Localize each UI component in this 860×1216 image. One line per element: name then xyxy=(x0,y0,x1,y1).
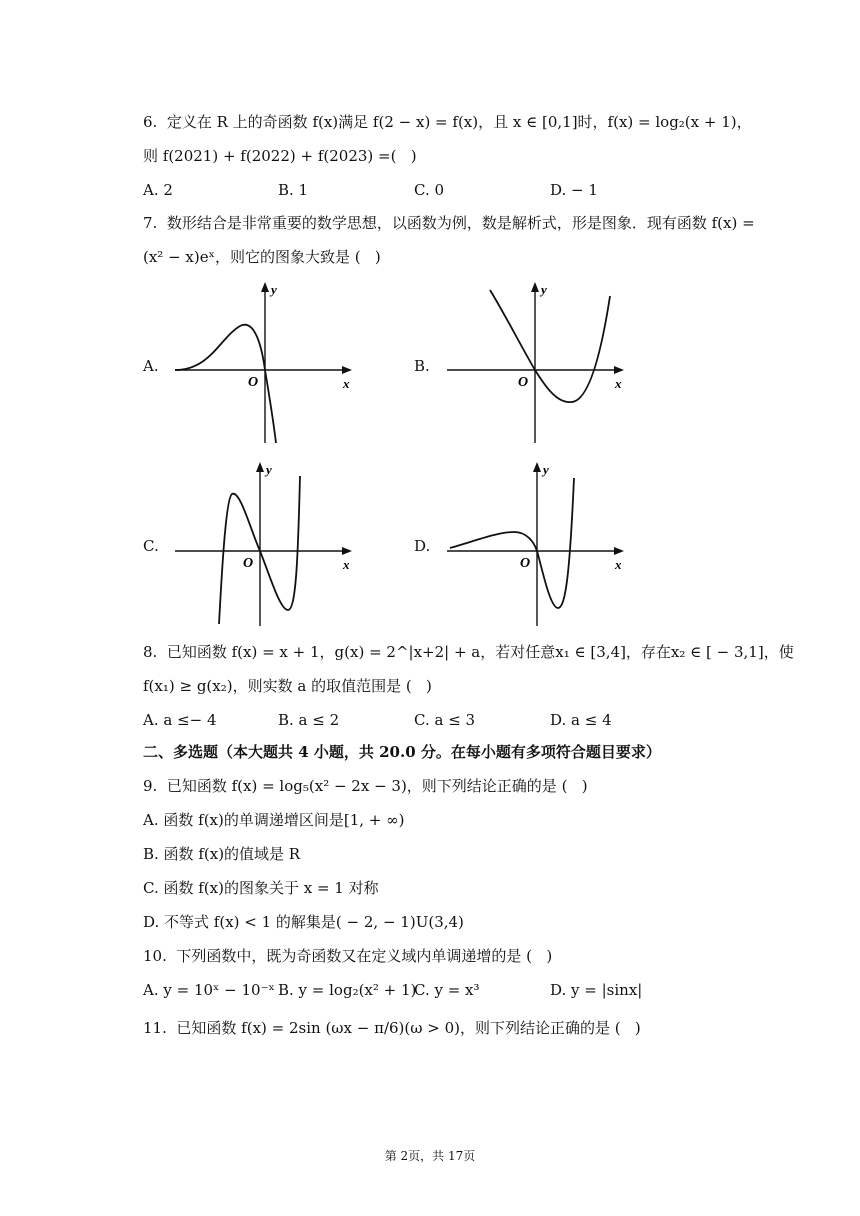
q8-option-c: C. a ≤ 3 xyxy=(414,711,476,729)
y-label: y xyxy=(541,282,547,297)
section-heading-multiple-choice: 二、多选题（本大题共 4 小题，共 20.0 分。在每小题有多项符合题目要求） xyxy=(143,743,661,761)
q6-option-b: B. 1 xyxy=(278,181,309,199)
q6-stem-line2: 则 f(2021) + f(2022) + f(2023) =( ) xyxy=(143,147,417,165)
q7-graph-d-label: D. xyxy=(414,537,431,555)
q7-graph-b xyxy=(442,278,632,448)
q8-stem-line2: f(x₁) ≥ g(x₂)，则实数 a 的取值范围是 ( ) xyxy=(143,677,432,695)
q10-option-c: C. y = x³ xyxy=(414,981,480,999)
origin-label: O xyxy=(248,375,259,390)
q10-option-a: A. y = 10ˣ − 10⁻ˣ xyxy=(143,981,275,999)
q9-option-b: B. 函数 f(x)的值域是 R xyxy=(143,845,301,863)
q9-stem: 9. 已知函数 f(x) = log₅(x² − 2x − 3)，则下列结论正确的是 ( ) xyxy=(143,777,588,795)
y-label: y xyxy=(271,282,277,297)
curve xyxy=(490,290,610,402)
origin-label: O xyxy=(243,556,254,571)
y-label: y xyxy=(543,462,549,477)
q9-option-a: A. 函数 f(x)的单调递增区间是[1, + ∞) xyxy=(143,811,405,829)
y-axis-arrow xyxy=(256,462,264,472)
q10-option-d: D. y = |sinx| xyxy=(550,981,643,999)
q9-option-c: C. 函数 f(x)的图象关于 x = 1 对称 xyxy=(143,879,379,897)
q7-graph-a xyxy=(170,278,360,448)
x-label: x xyxy=(343,376,350,391)
y-axis-arrow xyxy=(533,462,541,472)
q7-graph-b-label: B. xyxy=(414,357,430,375)
x-axis-arrow xyxy=(614,547,624,555)
q7-graph-c xyxy=(170,458,360,630)
q6-stem-line1: 6. 定义在 R 上的奇函数 f(x)满足 f(2 − x) = f(x)，且 x ∈ [0,1]时，f(x) = log₂(x + 1)， xyxy=(143,113,752,131)
x-label: x xyxy=(343,557,350,572)
page-footer: 第 2页，共 17页 xyxy=(384,1149,476,1163)
q9-option-d: D. 不等式 f(x) < 1 的解集是( − 2, − 1)U(3,4) xyxy=(143,913,464,931)
q8-option-d: D. a ≤ 4 xyxy=(550,711,612,729)
x-axis-arrow xyxy=(342,366,352,374)
q7-stem-line2: (x² − x)eˣ，则它的图象大致是 ( ) xyxy=(143,248,381,266)
curve xyxy=(175,325,276,443)
q11-stem: 11. 已知函数 f(x) = 2sin (ωx − π/6)(ω > 0)，则下列结论正确的是 ( ) xyxy=(143,1019,641,1037)
q8-stem-line1: 8. 已知函数 f(x) = x + 1，g(x) = 2^|x+2| + a，若对任意x₁ ∈ [3,4]，存在x₂ ∈ [ − 3,1]，使 xyxy=(143,643,794,661)
q10-option-b: B. y = log₂(x² + 1) xyxy=(278,981,417,999)
x-axis-arrow xyxy=(342,547,352,555)
origin-label: O xyxy=(520,556,531,571)
q6-option-c: C. 0 xyxy=(414,181,445,199)
q10-stem: 10. 下列函数中，既为奇函数又在定义域内单调递增的是 ( ) xyxy=(143,947,553,965)
q8-option-a: A. a ≤− 4 xyxy=(143,711,217,729)
x-label: x xyxy=(615,557,622,572)
y-label: y xyxy=(266,462,272,477)
q6-option-a: A. 2 xyxy=(143,181,173,199)
q7-graph-d xyxy=(442,458,632,630)
q8-option-b: B. a ≤ 2 xyxy=(278,711,340,729)
origin-label: O xyxy=(518,375,529,390)
q6-option-d: D. − 1 xyxy=(550,181,598,199)
x-axis-arrow xyxy=(614,366,624,374)
curve xyxy=(450,478,574,608)
y-axis-arrow xyxy=(261,282,269,292)
x-label: x xyxy=(615,376,622,391)
y-axis-arrow xyxy=(531,282,539,292)
q7-graph-c-label: C. xyxy=(143,537,159,555)
q7-graph-a-label: A. xyxy=(143,357,159,375)
q7-stem-line1: 7. 数形结合是非常重要的数学思想，以函数为例，数是解析式，形是图象．现有函数 f(x) = xyxy=(143,214,755,232)
